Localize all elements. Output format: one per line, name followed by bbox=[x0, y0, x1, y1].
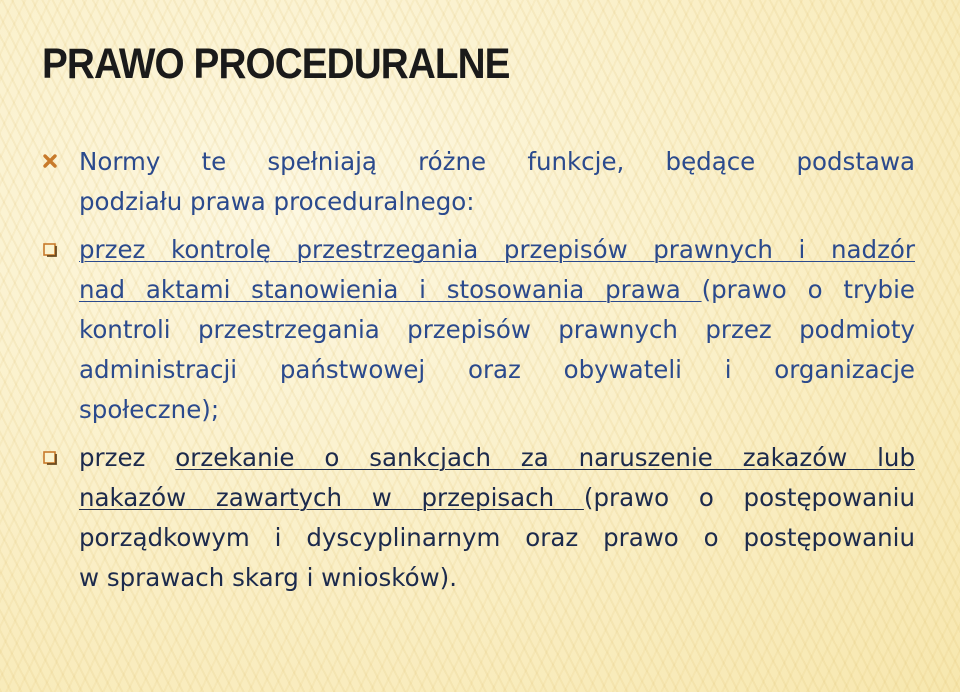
intro-line-1: Normy te spełniają różne funkcje, będące podstawa bbox=[79, 147, 915, 176]
point-1-underlined-text: nad aktami stanowienia i stosowania prawa bbox=[79, 275, 702, 304]
point-1-line-3: kontroli przestrzegania przepisów prawnych przez podmioty bbox=[79, 315, 915, 344]
point-1-line-2-rest: (prawo o trybie bbox=[701, 275, 915, 304]
square-bullet-icon bbox=[41, 230, 61, 270]
square-bullet-icon bbox=[41, 438, 61, 478]
slide-title: PRAWO PROCEDURALNE bbox=[42, 40, 510, 88]
point-1-line-4: administracji państwowej oraz obywateli i organizacje bbox=[79, 355, 915, 384]
intro-line-2: podziału prawa proceduralnego: bbox=[79, 187, 475, 216]
point-2-line-3: porządkowym i dyscyplinarnym oraz prawo o postępowaniu bbox=[79, 523, 915, 552]
point-2-line-1-start: przez bbox=[79, 443, 176, 472]
point-2-line-2-rest: (prawo o postępowaniu bbox=[583, 483, 915, 512]
point-2-underlined-text-1: orzekanie o sankcjach za naruszenie zakazów lub bbox=[175, 443, 915, 472]
x-bullet-icon bbox=[41, 142, 61, 182]
point-2-line-1 bbox=[79, 438, 915, 478]
point-1 bbox=[79, 230, 915, 430]
point-2-line-2 bbox=[79, 478, 915, 518]
point-1-line-5: społeczne); bbox=[79, 395, 220, 424]
point-2-underlined-text-2: nakazów zawartych w przepisach bbox=[79, 483, 584, 512]
intro-paragraph bbox=[79, 142, 915, 222]
point-2-line-4: w sprawach skarg i wniosków). bbox=[79, 563, 457, 592]
point-1-line-1: przez kontrolę przestrzegania przepisów prawnych i nadzór bbox=[79, 235, 915, 264]
point-2 bbox=[79, 438, 915, 598]
point-1-line-2 bbox=[79, 270, 915, 310]
